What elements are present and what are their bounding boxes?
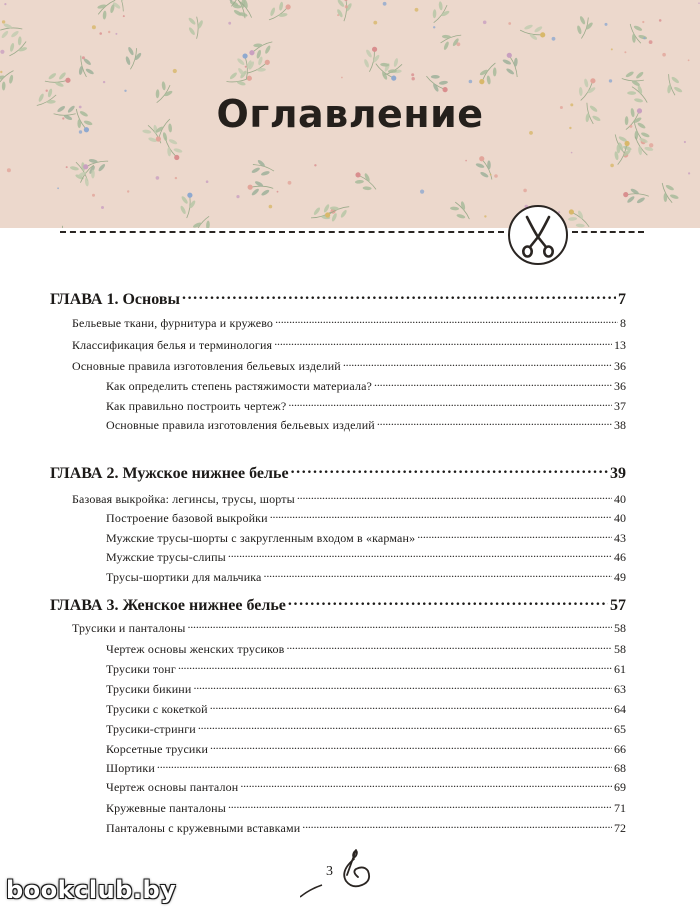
floral-dot [412, 77, 415, 80]
dot-leader [187, 620, 612, 632]
floral-dot [415, 8, 419, 12]
floral-sprig [574, 15, 595, 41]
floral-dot [123, 15, 125, 17]
toc-entry-title: Как правильно построить чертеж? [106, 399, 287, 413]
floral-dot [269, 205, 273, 209]
toc-entry-title: Чертеж основы женских трусиков [106, 642, 285, 656]
toc-entry-page: 58 [614, 642, 626, 656]
toc-entry-page: 13 [614, 338, 626, 352]
toc-entry-row [72, 315, 626, 331]
floral-dot [245, 66, 247, 68]
toc-entry-row [106, 549, 626, 565]
floral-sprig [4, 34, 32, 62]
floral-dot [649, 40, 653, 44]
floral-dot [92, 25, 96, 29]
floral-sprig [655, 179, 681, 207]
toc-entry-title: Мужские трусы-слипы [106, 550, 226, 564]
toc-entry-row [72, 491, 626, 507]
floral-dot [92, 194, 95, 197]
floral-dot [236, 195, 239, 198]
toc-entry-title: Трусики тонг [106, 662, 176, 676]
floral-dot [314, 164, 316, 166]
floral-sprig [0, 65, 19, 95]
toc-entry-row [106, 661, 626, 677]
toc-entry-row [106, 417, 626, 433]
toc-entry-page: 37 [614, 399, 626, 413]
floral-dot [611, 48, 613, 50]
floral-dot [337, 14, 339, 16]
dot-leader [240, 779, 612, 791]
toc-entry-title: Бельевые ткани, фурнитура и кружево [72, 316, 274, 330]
toc-entry-row [72, 620, 626, 636]
floral-dot [643, 37, 645, 39]
toc-entry-page: 43 [614, 531, 626, 545]
toc-entry-row [72, 358, 626, 374]
floral-header [0, 0, 700, 228]
toc-entry-page: 69 [614, 780, 626, 794]
floral-dot [433, 26, 435, 28]
floral-sprig [247, 180, 273, 198]
toc-entry-title: Основные правила изготовления бельевых изделий [72, 359, 341, 373]
floral-sprig [623, 187, 649, 204]
floral-sprig [623, 20, 649, 48]
toc-entry-title: ГЛАВА 3. Женское нижнее белье [50, 597, 286, 614]
floral-dot [684, 141, 686, 143]
toc-entry-row [106, 569, 626, 585]
toc-entry-title: Трусики с кокеткой [106, 702, 208, 716]
floral-dot [484, 215, 486, 217]
floral-sprig [93, 0, 121, 22]
toc-entry-page: 40 [614, 511, 626, 525]
toc-chapter-row [50, 288, 626, 309]
dot-leader [288, 398, 612, 410]
toc-entry-title: Построение базовой выкройки [106, 511, 268, 525]
toc-entry-title: Трусики и панталоны [72, 621, 186, 635]
toc-entry-page: 40 [614, 492, 626, 506]
header-divider-left [60, 231, 504, 233]
floral-dot [228, 22, 231, 25]
floral-sprig [519, 22, 546, 42]
floral-dot [688, 59, 690, 61]
toc-entry-title: Корсетные трусики [106, 742, 209, 756]
toc-entry-row [106, 760, 626, 776]
floral-sprig [362, 45, 382, 73]
toc-entry-row [106, 641, 626, 657]
toc-entry-row [106, 378, 626, 394]
dot-leader [275, 315, 618, 327]
floral-dot [2, 20, 5, 23]
watermark: bookclub.by [6, 876, 177, 904]
floral-dot [411, 73, 414, 76]
floral-sprig [44, 70, 71, 90]
toc-entry-title: Трусы-шортики для мальчика [106, 570, 262, 584]
floral-dot [345, 5, 348, 8]
toc-chapter-row [50, 462, 626, 483]
floral-dot [288, 181, 292, 185]
toc-entry-page: 58 [614, 621, 626, 635]
toc-entry-title: Классификация белья и терминология [72, 338, 273, 352]
dot-leader [417, 530, 612, 542]
floral-dot [383, 2, 387, 6]
toc-chapter-row [50, 594, 626, 615]
floral-dot [103, 81, 105, 83]
floral-dot [642, 21, 644, 23]
toc-entry-page: 36 [614, 359, 626, 373]
floral-sprig [250, 158, 276, 179]
toc-entry-row [106, 530, 626, 546]
floral-sprig [564, 205, 595, 228]
dot-leader [182, 288, 616, 304]
dot-leader [210, 741, 612, 753]
floral-sprig [336, 0, 353, 21]
dot-leader [286, 641, 612, 653]
floral-dot [341, 77, 343, 79]
floral-sprig [427, 0, 453, 27]
floral-dot [0, 50, 4, 54]
footer-needle-thread [300, 845, 460, 905]
toc-entry-title: Как определить степень растяжимости материала? [106, 379, 373, 393]
floral-dot [457, 42, 461, 46]
floral-sprig [54, 224, 77, 228]
dot-leader [157, 760, 612, 772]
floral-dot [605, 23, 608, 26]
dot-leader [374, 378, 612, 390]
header-divider-right [572, 231, 644, 233]
floral-dot [7, 168, 11, 172]
dot-leader [228, 800, 612, 812]
toc-entry-title: Панталоны с кружевными вставками [106, 821, 301, 835]
floral-dot [490, 174, 492, 176]
toc-entry-page: 65 [614, 722, 626, 736]
floral-sprig [179, 192, 197, 218]
toc-entry-row [72, 337, 626, 353]
floral-dot [99, 32, 102, 35]
toc-entry-title: Базовая выкройка: легинсы, трусы, шорты [72, 492, 295, 506]
floral-sprig [622, 70, 645, 87]
toc-entry-page: 66 [614, 742, 626, 756]
floral-dot [469, 80, 473, 84]
toc-entry-title: Трусики-стринги [106, 722, 196, 736]
floral-dot [624, 51, 626, 53]
toc-entry-page: 36 [614, 379, 626, 393]
dot-leader [270, 510, 612, 522]
toc-entry-title: Мужские трусы-шорты с закругленным входом в «карман» [106, 531, 416, 545]
floral-sprig [187, 16, 206, 40]
toc-entry-page: 7 [618, 291, 626, 308]
toc-entry-row [106, 681, 626, 697]
toc-entry-page: 61 [614, 662, 626, 676]
toc-entry-page: 63 [614, 682, 626, 696]
toc-entry-page: 39 [610, 465, 626, 482]
dot-leader [274, 337, 612, 349]
dot-leader [178, 661, 612, 673]
toc-entry-row [106, 779, 626, 795]
floral-dot [206, 180, 209, 183]
toc-entry-page: 72 [614, 821, 626, 835]
floral-dot [4, 3, 6, 5]
toc-entry-page: 46 [614, 550, 626, 564]
toc-entry-page: 71 [614, 801, 626, 815]
toc-entry-row [106, 820, 626, 836]
scissors-badge [508, 205, 568, 265]
thread-line [300, 885, 322, 897]
dot-leader [343, 358, 612, 370]
floral-dot [688, 172, 690, 174]
floral-dot [0, 71, 2, 73]
floral-dot [508, 22, 511, 25]
floral-sprig [187, 211, 215, 228]
floral-dot [420, 190, 424, 194]
floral-dot [66, 166, 68, 168]
dot-leader [291, 462, 608, 478]
floral-dot [108, 31, 110, 33]
floral-dot [571, 152, 573, 154]
floral-dot [649, 143, 653, 147]
needle-thread-icon [344, 850, 369, 886]
floral-sprig [226, 0, 252, 22]
dot-leader [193, 681, 612, 693]
toc-entry-page: 68 [614, 761, 626, 775]
dot-leader [288, 594, 608, 610]
toc-entry-page: 49 [614, 570, 626, 584]
toc-entry-row [106, 398, 626, 414]
toc-entry-page: 64 [614, 702, 626, 716]
dot-leader [302, 820, 612, 832]
floral-dot [57, 187, 59, 189]
toc-entry-title: Кружевные панталоны [106, 801, 226, 815]
floral-sprig [322, 199, 352, 225]
floral-dot [175, 177, 177, 179]
floral-dot [173, 69, 177, 73]
floral-sprig [437, 27, 465, 52]
floral-dot [82, 56, 85, 59]
floral-dot [609, 79, 612, 82]
toc-entry-title: Чертеж основы панталон [106, 780, 239, 794]
floral-dot [659, 19, 662, 22]
floral-sprig [158, 133, 186, 164]
floral-sprig [123, 46, 144, 71]
toc-entry-row [106, 701, 626, 717]
dot-leader [210, 701, 612, 713]
dot-leader [264, 569, 612, 581]
floral-dot [373, 21, 377, 25]
toc-entry-title: Трусики бикини [106, 682, 192, 696]
floral-dot [115, 33, 117, 35]
toc-entry-page: 38 [614, 418, 626, 432]
toc-entry-row [106, 721, 626, 737]
floral-sprig [475, 58, 502, 89]
floral-dot [127, 190, 129, 192]
floral-dot [465, 160, 467, 162]
floral-dot [523, 189, 527, 193]
scissors-icon [510, 207, 566, 263]
toc-entry-row [106, 510, 626, 526]
floral-dot [662, 53, 666, 57]
dot-leader [297, 491, 612, 503]
floral-dot [277, 191, 279, 193]
floral-sprig [308, 201, 338, 226]
floral-dot [156, 176, 160, 180]
floral-sprig [610, 138, 634, 168]
page-number: 3 [326, 864, 333, 879]
toc-entry-page: 8 [620, 316, 626, 330]
dot-leader [198, 721, 612, 733]
toc-entry-row [106, 800, 626, 816]
page-title: Оглавление [216, 92, 484, 136]
toc-entry-title: ГЛАВА 1. Основы [50, 291, 180, 308]
dot-leader [377, 417, 612, 429]
floral-dot [101, 206, 104, 209]
floral-dot [483, 21, 487, 25]
floral-sprig [472, 153, 499, 184]
toc-entry-title: Шортики [106, 761, 155, 775]
floral-sprig [264, 0, 294, 27]
dot-leader [228, 549, 612, 561]
floral-sprig [350, 168, 381, 196]
floral-dot [552, 37, 556, 41]
toc-entry-title: ГЛАВА 2. Мужское нижнее белье [50, 465, 289, 482]
toc-entry-page: 57 [610, 597, 626, 614]
floral-sprig [499, 50, 525, 80]
floral-sprig [448, 197, 476, 225]
toc-entry-title: Основные правила изготовления бельевых изделий [106, 418, 375, 432]
floral-dot [494, 174, 498, 178]
toc-entry-row [106, 741, 626, 757]
floral-dot [610, 164, 614, 168]
